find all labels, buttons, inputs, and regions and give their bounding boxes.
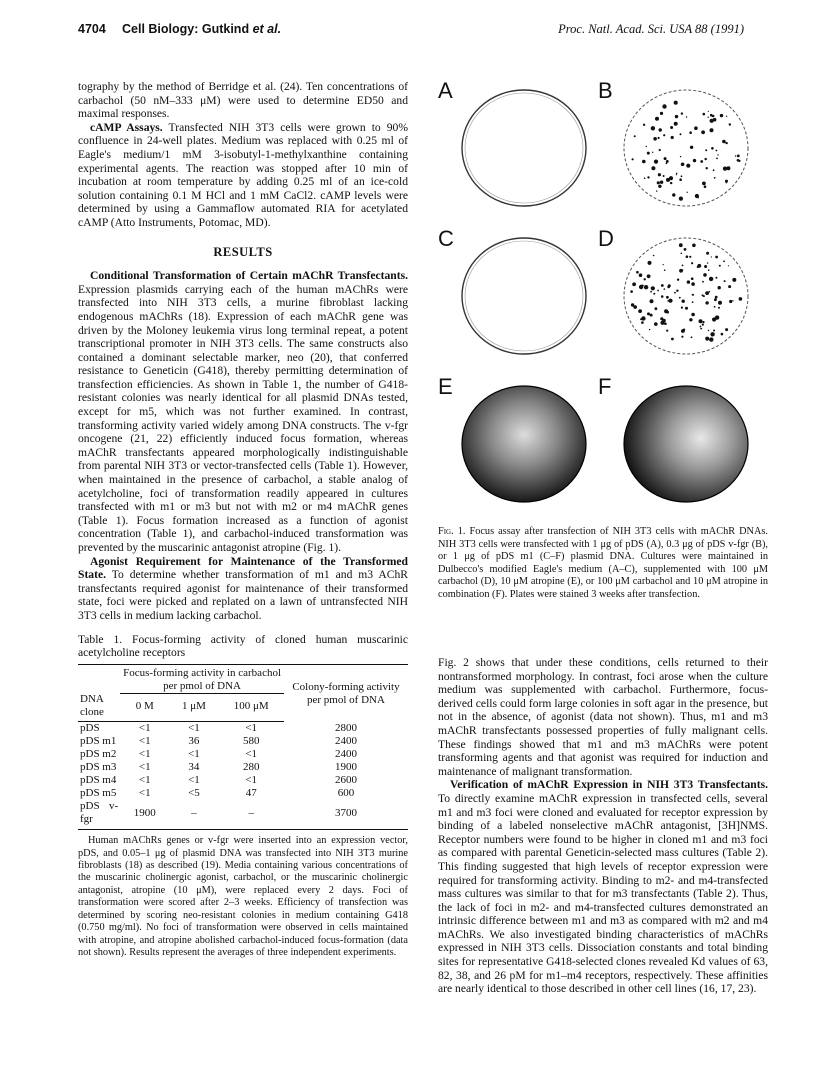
focus-dot <box>663 175 665 177</box>
focus-dot <box>699 319 703 323</box>
focus-dot <box>691 282 695 286</box>
table-cell-c100: <1 <box>245 722 258 735</box>
focus-dot <box>686 164 690 168</box>
focus-dot <box>737 159 740 162</box>
table-cell-c100: 47 <box>245 787 257 800</box>
focus-dot <box>689 318 692 321</box>
running-header <box>78 22 744 38</box>
plate-d-image <box>604 228 752 358</box>
focus-dot <box>703 113 706 116</box>
table-cell-clone: pDS m5 <box>80 787 117 800</box>
table-row <box>78 735 408 748</box>
table1-col-1: 1 μM <box>169 693 218 722</box>
focus-dot <box>667 300 669 302</box>
focus-dot <box>691 313 695 317</box>
focus-dot <box>664 309 668 313</box>
focus-dot <box>683 329 685 331</box>
focus-dot <box>651 286 655 290</box>
focus-dot <box>674 122 678 126</box>
focus-dot <box>653 137 657 141</box>
focus-dot <box>633 305 637 309</box>
table-cell-c0: <1 <box>138 722 151 735</box>
focus-dot <box>694 126 698 130</box>
focus-dot <box>704 265 707 268</box>
focus-dot <box>657 181 660 184</box>
focus-dot <box>716 150 718 152</box>
focus-dot <box>715 277 717 279</box>
focus-dot <box>715 296 718 299</box>
focus-dot <box>666 160 669 163</box>
table-cell-colony: 2800 <box>334 722 357 734</box>
focus-dot <box>701 130 705 134</box>
panel-f-label: F <box>598 374 612 399</box>
table-cell-clone: pDS m1 <box>80 735 117 748</box>
focus-dot <box>729 123 731 125</box>
right-column <box>438 656 768 996</box>
focus-dot <box>714 177 716 179</box>
focus-dot <box>718 286 721 289</box>
table-cell-colony: 2400 <box>334 748 357 761</box>
focus-dot <box>682 265 684 267</box>
focus-dot <box>676 290 678 292</box>
focus-dot <box>679 297 681 299</box>
focus-dot <box>661 284 664 287</box>
focus-dot <box>639 273 643 277</box>
agonist-requirement-paragraph: Agonist Requirement for Maintenance of the Transformed State. To determine whether transformation of m1 and m3 AChR transfectants required agonist for maintenance of their transformed state, foci were picked and replated on a lawn of untransfected NIH 3T3 cells in medium lacking carbachol. <box>78 554 408 622</box>
focus-dot <box>693 159 696 162</box>
focus-dot <box>646 146 647 147</box>
focus-dot <box>706 167 708 169</box>
left-column <box>78 80 408 959</box>
focus-dot <box>705 291 709 295</box>
table-cell-c100: 580 <box>242 735 260 748</box>
table-cell-c0: <1 <box>138 761 151 774</box>
plate-c-image <box>444 228 592 358</box>
focus-dot <box>658 137 660 139</box>
focus-dot <box>684 248 687 251</box>
table-row <box>78 800 408 830</box>
focus-dot <box>642 160 646 164</box>
table1-col-100: 100 μM <box>219 693 284 722</box>
focus-dot <box>711 147 714 150</box>
focus-dot <box>681 175 683 177</box>
focus-dot <box>671 136 674 139</box>
focus-dot <box>735 155 736 156</box>
focus-dot <box>702 321 704 323</box>
focus-dot <box>632 158 634 160</box>
table-cell-clone: pDS m2 <box>80 748 117 761</box>
focus-dot <box>681 307 683 309</box>
table1-body <box>78 722 408 830</box>
focus-dot <box>717 154 718 155</box>
focus-dot <box>661 295 664 298</box>
panel-d-label: D <box>598 226 614 251</box>
focus-dot <box>691 277 694 280</box>
plate-a-image <box>444 80 592 210</box>
focus-dot <box>663 264 664 265</box>
focus-dot <box>651 166 655 170</box>
focus-dot <box>648 261 652 265</box>
focus-dot <box>659 128 662 131</box>
focus-dot <box>659 149 661 151</box>
section-title: Cell Biology: Gutkind et al. <box>122 22 282 36</box>
focus-dot <box>707 262 708 263</box>
focus-dot <box>649 329 650 330</box>
focus-dot <box>681 336 683 338</box>
plate-e-image <box>444 376 592 506</box>
focus-dot <box>718 307 720 309</box>
focus-dot <box>682 300 685 303</box>
focus-dot <box>702 281 704 283</box>
table-cell-c1: 36 <box>188 735 200 748</box>
table1-col-clone: DNA clone <box>78 693 120 722</box>
focus-dot <box>643 124 645 126</box>
focus-dot <box>702 324 704 326</box>
focus-dot <box>725 328 728 331</box>
focus-dot <box>638 309 642 313</box>
table-cell-c1: <1 <box>188 748 200 761</box>
focus-dot <box>725 142 727 144</box>
focus-dot <box>644 285 648 289</box>
panel-e-label: E <box>438 374 453 399</box>
focus-dot <box>726 116 727 117</box>
focus-dot <box>681 163 685 167</box>
table-cell-c100: <1 <box>245 748 258 761</box>
focus-dot <box>654 160 658 164</box>
focus-dot <box>655 307 658 310</box>
focus-dot <box>718 301 722 305</box>
focus-dot <box>709 337 713 341</box>
focus-dot <box>658 185 661 188</box>
table-cell-c0: <1 <box>138 748 151 761</box>
focus-dot <box>666 296 669 299</box>
panel-f <box>598 374 748 504</box>
table-cell-c1: <1 <box>188 774 200 787</box>
focus-dot <box>691 336 693 338</box>
focus-dot <box>664 288 666 290</box>
table-cell-c100: 280 <box>242 761 260 774</box>
table-cell-c1: <1 <box>188 722 200 735</box>
focus-dot <box>687 280 690 283</box>
table-cell-c0: 1900 <box>120 800 169 830</box>
focus-dot <box>732 278 736 282</box>
figure-1-caption: Fig. 1. Focus assay after transfection of NIH 3T3 cells with mAChR DNAs. NIH 3T3 cells were transfected with 1 μg of pDS (A), 0.3 μg of pDS v-fgr (B), or 1 μg of pDS m1 (C–F) plasmid DNA. Cultures were maintained in Dulbecco's modified Eagle's medium (A–C), supplemented with 100 μM carbachol (D), 10 μM atropine (E), or 100 μM carbachol and 10 μM atropine in combination (F). Plates were stained 3 weeks after transfection. <box>438 526 769 600</box>
focus-dot <box>682 269 684 271</box>
table-cell-clone: pDS v-fgr <box>78 800 120 830</box>
table-cell-c100: <1 <box>245 774 258 787</box>
focus-dot <box>723 260 725 262</box>
focus-dot <box>666 330 668 332</box>
focus-dot <box>709 291 711 293</box>
focus-dot <box>654 322 658 326</box>
focus-dot <box>710 332 714 336</box>
panel-c <box>438 226 588 356</box>
table-cell-c100: – <box>219 800 284 830</box>
focus-dot <box>692 301 694 303</box>
conditional-transformation-paragraph: Conditional Transformation of Certain mAChR Transfectants. Expression plasmids carrying each of the human mAChRs were transfected into NIH 3T3 cells, a murine fibroblast lacking endogenous mAChRs (18). Expression of each mAChR gene was driven by the Moloney leukemia virus long terminal repeat, a potent transcriptional promoter in NIH 3T3 cells. The same constructs also contained a dominant selectable marker, neo (20), that conferred resistance to Geneticin (G418), thereby permitting determination of transfection efficiencies. As shown in Table 1, the number of G418-resistant colonies was nearly identical for all plasmid DNAs tested, except for m5, which was not further examined. In contrast, transforming activity varied widely among DNA constructs. The v-fgr oncogene (21, 22) efficiently induced focus formation, whereas mAChR transfectants appeared morphologically indistinguishable from parental NIH 3T3 or vector-transfected cells (Table 1). However, when maintained in the presence of carbachol, a stable analog of acetylcholine, foci of transformation readily appeared in cultures transfected with m1 or m3 but not with m2 or m4 mAChR genes (Table 1). Focus formation increased as a function of agonist concentration (Table 1), and carbachol-induced transformation was prevented by the muscarinic antagonist atropine (Fig. 1). <box>78 269 408 554</box>
page-number: 4704 <box>78 22 106 36</box>
focus-dot <box>681 253 683 255</box>
focus-dot <box>710 128 714 132</box>
focus-dot <box>687 192 688 193</box>
table1-footnote: Human mAChRs genes or v-fgr were inserted into an expression vector, pDS, and 0.05–1 μg of plasmid DNA was transfected into NIH 3T3 murine fibroblasts (18) as described (19). Media containing various concentrations of the muscarinic cholinergic agonist, carbachol, or the muscarinic cholinergic antagonist, atropine (10 μM), were replaced every 2 days. Foci of transformation were scored after 2–3 weeks. Efficiency of transfection was determined by scoring neo-resistant colonies in medium containing G418 (0.750 mg/ml). No foci of transformation were observed in cells maintained with atropine, and atropine abolished carbachol-induced focus-formation (data not shown). Results represent the averages of three independent experiments. <box>78 835 408 958</box>
focus-dot <box>671 338 674 341</box>
focus-dot <box>725 180 728 183</box>
panel-a-label: A <box>438 78 453 103</box>
focus-dot <box>703 295 705 297</box>
focus-dot <box>650 291 652 293</box>
focus-dot <box>644 278 646 280</box>
table-row <box>78 722 408 736</box>
focus-dot <box>630 290 633 293</box>
plate-b-image <box>604 80 752 210</box>
focus-dot <box>666 162 668 164</box>
focus-dot <box>705 158 707 160</box>
focus-dot <box>716 158 718 160</box>
focus-dot <box>653 255 655 257</box>
malignant-paragraph: Fig. 2 shows that under these conditions, cells returned to their nontransformed morphology. In contrast, foci arose when the culture medium was supplemented with carbachol. Furthermore, focus-derived cells could form large colonies in soft agar in the presence, but not in the absence, of agonist (data not shown). Thus, m1 and m3 mAChR transfectants possessed properties of fully malignant cells. These findings showed that m1 and m3 mAChRs were potent transforming agents and that agonist was required for induction and maintenance of malignant transformation. <box>438 656 768 778</box>
focus-dot <box>660 321 664 325</box>
focus-dot <box>663 134 665 136</box>
table-row <box>78 787 408 800</box>
focus-dot <box>715 256 718 259</box>
focus-dot <box>708 330 709 331</box>
plate-f-image <box>604 376 752 506</box>
focus-dot <box>668 299 672 303</box>
journal-citation: Proc. Natl. Acad. Sci. USA 88 (1991) <box>558 22 744 36</box>
focus-dot <box>656 190 657 191</box>
table1-colony-header: Colony-forming activity per pmol of DNA <box>284 664 408 722</box>
focus-dot <box>704 185 707 188</box>
figure-1 <box>438 78 768 516</box>
table-row <box>78 774 408 787</box>
focus-dot <box>647 274 651 278</box>
methods-continuation: tography by the method of Berridge et al. (24). Ten concentrations of carbachol (50 nM–333 μM) were used to determine ED50 and maximal responses. <box>78 80 408 121</box>
focus-dot <box>664 157 667 160</box>
focus-dot <box>709 277 713 281</box>
focus-dot <box>657 290 659 292</box>
focus-dot <box>647 176 649 178</box>
table-cell-c0: <1 <box>138 735 151 748</box>
table-cell-colony: 2600 <box>334 774 357 787</box>
focus-dot <box>702 182 706 186</box>
focus-dot <box>681 112 683 114</box>
table1 <box>78 664 408 831</box>
focus-dot <box>641 321 644 324</box>
focus-dot <box>669 176 673 180</box>
focus-dot <box>697 197 699 199</box>
focus-dot <box>641 316 645 320</box>
focus-dot <box>632 282 636 286</box>
focus-dot <box>739 297 743 301</box>
focus-dot <box>737 155 740 158</box>
focus-dot <box>662 104 666 108</box>
focus-dot <box>722 140 726 144</box>
focus-dot <box>660 112 663 115</box>
focus-dot <box>692 294 694 296</box>
focus-dot <box>729 300 732 303</box>
focus-dot <box>686 255 689 258</box>
focus-dot <box>674 101 678 105</box>
focus-dot <box>668 284 671 287</box>
table-cell-clone: pDS m3 <box>80 761 117 774</box>
focus-dot <box>639 285 643 289</box>
focus-dot <box>686 116 687 117</box>
focus-dot <box>711 256 712 257</box>
focus-dot <box>697 266 699 268</box>
focus-dot <box>712 115 715 118</box>
focus-dot <box>714 306 716 308</box>
focus-dot <box>653 293 655 295</box>
panel-c-label: C <box>438 226 454 251</box>
focus-dot <box>719 265 721 267</box>
focus-dot <box>689 131 692 134</box>
table1-group-header: Focus-forming activity in carbachol per pmol of DNA <box>120 664 284 693</box>
focus-dot <box>712 317 716 321</box>
focus-dot <box>676 174 677 175</box>
panel-b <box>598 78 748 208</box>
focus-dot <box>680 133 682 135</box>
focus-dot <box>720 114 723 117</box>
focus-dot <box>672 193 675 196</box>
focus-dot <box>708 269 710 271</box>
table1-caption: Table 1. Focus-forming activity of cloned human muscarinic acetylcholine receptors <box>78 632 408 660</box>
focus-dot <box>723 167 727 171</box>
focus-dot <box>647 152 650 155</box>
focus-dot <box>652 152 653 153</box>
panel-a <box>438 78 588 208</box>
focus-dot <box>705 301 708 304</box>
focus-dot <box>721 333 724 336</box>
focus-dot <box>700 326 702 328</box>
focus-dot <box>680 156 681 157</box>
table-cell-colony: 600 <box>337 787 355 800</box>
focus-dot <box>724 280 726 282</box>
focus-dot <box>676 173 678 175</box>
focus-dot <box>636 271 639 274</box>
focus-dot <box>732 300 733 301</box>
focus-dot <box>690 146 693 149</box>
verification-paragraph: Verification of mAChR Expression in NIH 3T3 Transfectants. To directly examine mAChR expression in transfected cells, several m1 and m3 foci were cloned and evaluated for receptor expression by binding of a labeled nonselective mAChR antagonist, [3H]NMS. Receptor numbers were found to be higher in cloned m1 and m3 foci as compared with parental Geneticin-selected mass cultures (Table 2). This finding suggested that high levels of receptor expression were required for transforming activity. Binding to m2- and m4-transfected mass cultures was similar to that for m3 transfectants (Table 2). Thus, the lack of foci in m2- and m4-transfected cultures demonstrated an intrinsic difference between m1 and m3 as compared with m2 and m4 mAChRs. We also investigated binding characteristics of mAChRs expressed in NIH 3T3 cells. Dissociation constants and total binding sites for representative G418-selected clones revealed Kd values of 63, 82, 38, and 26 pM for m1–m4 receptors, respectively. These affinities are nearly identical to those described in other cell lines (16, 17, 23). <box>438 778 768 996</box>
focus-dot <box>634 135 636 137</box>
panel-b-label: B <box>598 78 613 103</box>
focus-dot <box>675 115 678 118</box>
table-row <box>78 748 408 761</box>
table1-col-0: 0 M <box>120 693 169 722</box>
focus-dot <box>644 177 646 179</box>
focus-dot <box>705 149 707 151</box>
table-cell-colony: 1900 <box>334 761 357 774</box>
table-cell-clone: pDS <box>80 722 100 735</box>
focus-dot <box>713 330 715 332</box>
focus-dot <box>705 337 709 341</box>
table-cell-c0: <1 <box>138 774 151 787</box>
focus-dot <box>670 182 672 184</box>
focus-dot <box>728 285 731 288</box>
results-heading: RESULTS <box>213 244 273 259</box>
focus-dot <box>651 126 655 130</box>
focus-dot <box>658 173 661 176</box>
panel-d <box>598 226 748 356</box>
focus-dot <box>689 256 691 258</box>
focus-dot <box>706 252 709 255</box>
table-cell-c1: <5 <box>188 787 200 800</box>
focus-dot <box>674 292 676 294</box>
focus-dot <box>708 111 709 112</box>
focus-dot <box>685 307 688 310</box>
focus-dot <box>692 244 696 248</box>
focus-dot <box>670 126 673 129</box>
focus-dot <box>650 314 653 317</box>
table-row <box>78 761 408 774</box>
focus-dot <box>679 178 682 181</box>
focus-dot <box>713 169 715 171</box>
focus-dot <box>650 299 654 303</box>
focus-dot <box>691 262 693 264</box>
focus-dot <box>647 312 650 315</box>
focus-dot <box>660 181 663 184</box>
focus-dot <box>655 117 659 121</box>
focus-dot <box>728 265 729 266</box>
focus-dot <box>700 328 702 330</box>
table-cell-colony: 2400 <box>334 735 357 748</box>
focus-dot <box>708 117 709 118</box>
table-cell-c1: 34 <box>188 761 200 774</box>
table-cell-colony: 3700 <box>284 800 408 830</box>
focus-dot <box>679 243 683 247</box>
panel-e <box>438 374 588 504</box>
focus-dot <box>664 269 666 271</box>
camp-assays-paragraph: cAMP Assays. Transfected NIH 3T3 cells were grown to 90% confluence in 24-well plates. Medium was replaced with 0.25 ml of Eagle's medium/1 mM 3-isobutyl-1-methylxanthine containing experimental agents. The reaction was stopped after 10 min of incubation at room temperature by adding 0.25 ml of an ice-cold solution containing 0.1 M HCl and 1 mM CaCl2. cAMP levels were determined by using a Gammaflow automated RIA for acetylated cAMP (Atto Instruments, Potomac, MD). <box>78 120 408 229</box>
table-cell-clone: pDS m4 <box>80 774 117 787</box>
focus-dot <box>677 279 679 281</box>
focus-dot <box>703 273 707 277</box>
table-cell-c1: – <box>169 800 218 830</box>
focus-dot <box>700 160 703 163</box>
focus-dot <box>713 118 717 122</box>
focus-dot <box>679 197 683 201</box>
focus-dot <box>714 298 717 301</box>
table-cell-c0: <1 <box>138 787 151 800</box>
